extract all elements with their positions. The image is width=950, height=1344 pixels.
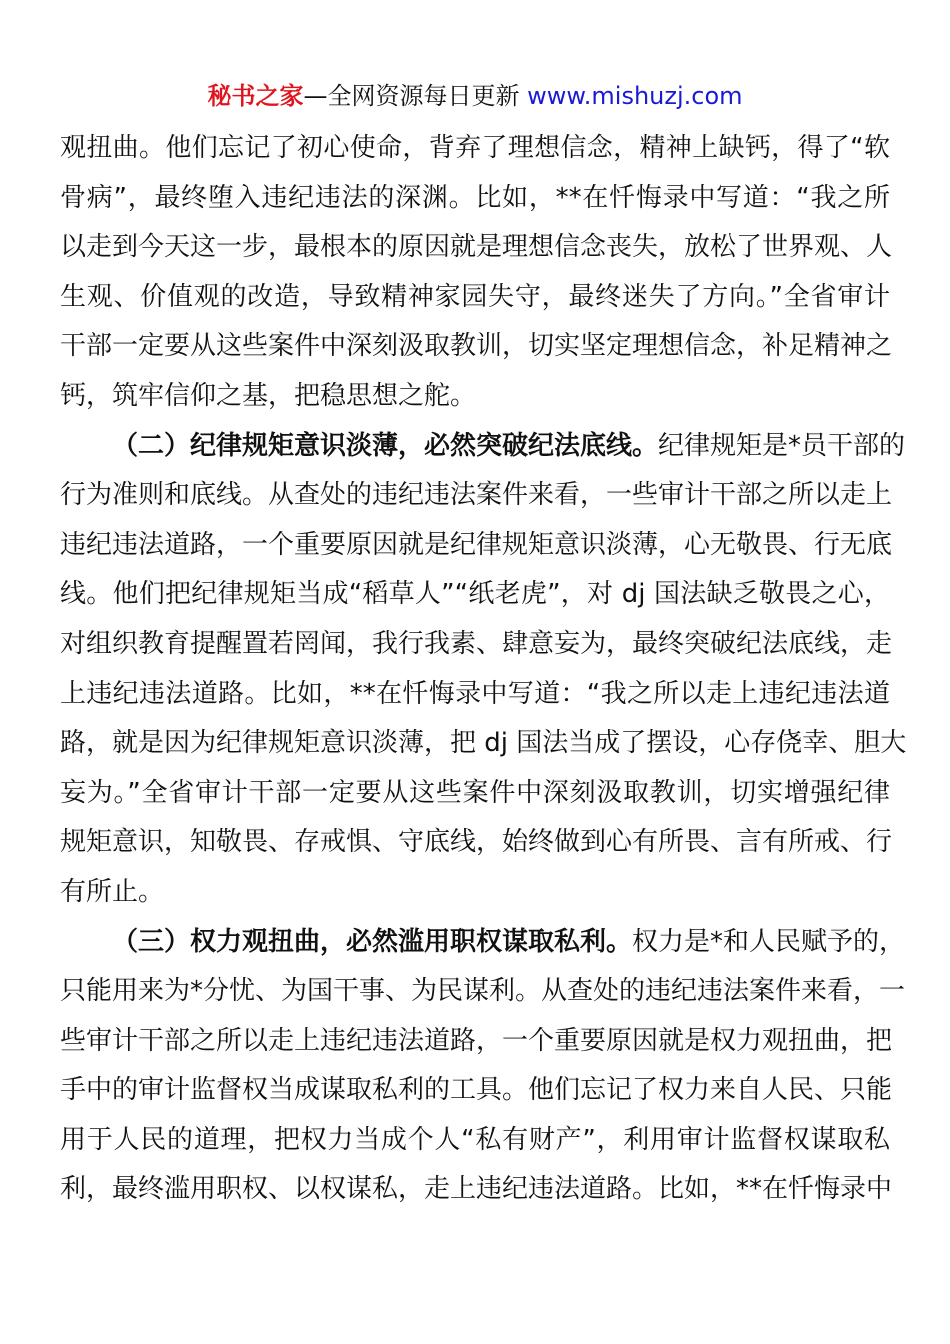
page-header: [0, 80, 950, 112]
text-line: 路，就是因为纪律规矩意识淡薄，把 dj 国法当成了摆设，心存侥幸、胆大: [60, 728, 907, 759]
text-line: 利，最终滥用职权、以权谋私，走上违纪违法道路。比如，**在忏悔录中: [60, 1174, 893, 1205]
text-line: 钙，筑牢信仰之基，把稳思想之舵。: [60, 380, 477, 411]
site-url[interactable]: www.mishuzj.com: [527, 82, 743, 110]
text-line: 只能用来为*分忧、为国干事、为民谋利。从查处的违纪违法案件来看，一: [60, 976, 906, 1007]
text-line: 上违纪违法道路。比如，**在忏悔录中写道：“我之所以走上违纪违法道: [60, 678, 890, 709]
text-line: 线。他们把纪律规矩当成“稻草人”“纸老虎”，对 dj 国法缺乏敬畏之心，: [60, 579, 890, 610]
text-line: 妄为。”全省审计干部一定要从这些案件中深刻汲取教训，切实增强纪律: [60, 777, 890, 808]
text-line: 违纪违法道路，一个重要原因就是纪律规矩意识淡薄，心无敬畏、行无底: [60, 529, 893, 560]
brand-name: 秘书之家: [207, 82, 304, 110]
paragraph-3: [60, 918, 906, 1216]
text-line: 观扭曲。他们忘记了初心使命，背弃了理想信念，精神上缺钙，得了“软: [60, 133, 890, 163]
text-line: [60, 422, 906, 472]
text-line: 有所止。: [60, 876, 165, 907]
paragraph-text: 权力是*和人民赋予的，: [632, 926, 906, 957]
text-line: 生观、价值观的改造，导致精神家园失守，最终迷失了方向。”全省审计: [60, 281, 890, 312]
text-line: 些审计干部之所以走上违纪违法道路，一个重要原因就是权力观扭曲，把: [60, 1025, 893, 1056]
text-line: 用于人民的道理，把权力当成个人“私有财产”，利用审计监督权谋取私: [60, 1124, 890, 1155]
text-line: 骨病”，最终堕入违纪违法的深渊。比如，**在忏悔录中写道：“我之所: [60, 182, 890, 213]
text-line: 对组织教育提醒置若罔闻，我行我素、肆意妄为，最终突破纪法底线，走: [60, 628, 893, 659]
text-line: 手中的审计监督权当成谋取私利的工具。他们忘记了权力来自人民、只能: [60, 1075, 893, 1106]
text-line: 以走到今天这一步，最根本的原因就是理想信念丧失，放松了世界观、人: [60, 232, 893, 263]
paragraph-text: 纪律规矩是*员干部的: [658, 430, 906, 461]
text-line: 规矩意识，知敬畏、存戒惧、守底线，始终做到心有所畏、言有所戒、行: [60, 827, 893, 858]
paragraph-2: [60, 422, 907, 918]
text-line: 干部一定要从这些案件中深刻汲取教训，切实坚定理想信念，补足精神之: [60, 331, 893, 362]
document-body: [60, 124, 907, 1215]
text-line: [60, 918, 906, 968]
section-heading-2: （二）纪律规矩意识淡薄，必然突破纪法底线。: [112, 430, 659, 461]
paragraph-1: [60, 124, 893, 422]
header-tagline: —全网资源每日更新: [303, 82, 520, 110]
section-heading-3: （三）权力观扭曲，必然滥用职权谋取私利。: [112, 926, 633, 957]
text-line: 行为准则和底线。从查处的违纪违法案件来看，一些审计干部之所以走上: [60, 480, 893, 511]
